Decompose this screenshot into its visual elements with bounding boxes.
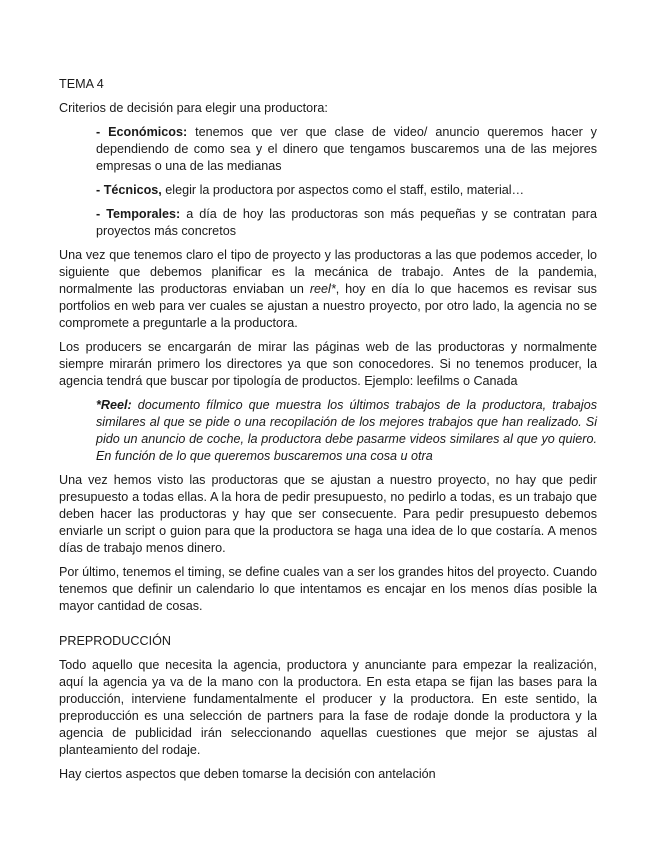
reel-note-label: *Reel: bbox=[96, 398, 132, 412]
reel-note-text: documento fílmico que muestra los últimos trabajos de la productora, trabajos similares al que se pide o una recopilación de los mejores trabajos que han realizado. Si pido un anuncio de coche, la productora debe pasarme videos similares al que yo quiero. En función de lo que queremos buscaremos una cosa u otra bbox=[96, 398, 597, 463]
paragraph-preproduccion: Todo aquello que necesita la agencia, productora y anunciante para empezar la realización, aquí la agencia ya va de la mano con la productora. En esta etapa se fijan las bases para la producción, interviene fundamentalmente el producer y la productora. En este sentido, la preproducción es una selección de partners para la fase de rodaje donde la productora y la agencia de publicidad irán seleccionando aquellas cuestiones que mejor se ajustas al planteamiento del rodaje. bbox=[59, 658, 597, 757]
paragraph-text: , hoy en día lo que hacemos es revisar sus portfolios en web para ver cuales se ajustan a nuestro proyecto, por otro lado, la agencia no se compromete a preguntarle a la productora. bbox=[59, 282, 597, 330]
criterio-label: - Temporales: bbox=[96, 207, 181, 221]
criterio-label: - Técnicos, bbox=[96, 183, 162, 197]
paragraph-text: Una vez que tenemos claro el tipo de proyecto y las productoras a las que podemos acceder, lo siguiente que debemos planificar es la mecánica de trabajo. Antes de la pandemia, normalmente las productoras enviaban un bbox=[59, 248, 597, 296]
criterio-label: - Económicos: bbox=[96, 125, 188, 139]
criterio-item bbox=[96, 124, 597, 175]
section-title-tema: TEMA 4 bbox=[59, 77, 104, 91]
reel-term: reel* bbox=[309, 282, 336, 296]
paragraph-producers: Los producers se encargarán de mirar las páginas web de las productoras y normalmente siempre mirarán primero los directores ya que son conocedores. Si no tenemos producer, la agencia tendrá que buscar por tipología de productos. Ejemplo: leefilms o Canada bbox=[59, 340, 597, 388]
paragraph-mecanica bbox=[59, 247, 597, 332]
section-title-preproduccion: PREPRODUCCIÓN bbox=[59, 634, 171, 648]
criterio-item bbox=[96, 182, 597, 199]
criterio-text: tenemos que ver que clase de video/ anuncio queremos hacer y dependiendo de como sea y el dinero que tengamos buscaremos una de las mejores empresas o una de las medianas bbox=[96, 125, 597, 173]
criterio-text: a día de hoy las productoras son más pequeñas y se contratan para proyectos más concretos bbox=[96, 207, 597, 238]
paragraph-timing: Por último, tenemos el timing, se define cuales van a ser los grandes hitos del proyecto. Cuando tenemos que definir un calendario lo que intentamos es encajar en los menos días posible la mayor cantidad de cosas. bbox=[59, 565, 597, 613]
reel-definition-note bbox=[96, 397, 597, 465]
criterio-text: elegir la productora por aspectos como el staff, estilo, material… bbox=[161, 183, 525, 197]
paragraph-presupuesto: Una vez hemos visto las productoras que se ajustan a nuestro proyecto, no hay que pedir presupuesto a todas ellas. A la hora de pedir presupuesto, no pedirlo a todas, es un trabajo que deben hacer las productoras y hay que ser consecuente. Para pedir presupuesto debemos enviarle un script o guion para que la productora se haga una idea de lo que costaría. A menos días de trabajo menos dinero. bbox=[59, 473, 597, 555]
criterio-item bbox=[96, 206, 597, 240]
paragraph-aspectos: Hay ciertos aspectos que deben tomarse la decisión con antelación bbox=[59, 767, 436, 781]
criterios-intro: Criterios de decisión para elegir una productora: bbox=[59, 101, 328, 115]
document-page bbox=[59, 76, 597, 790]
